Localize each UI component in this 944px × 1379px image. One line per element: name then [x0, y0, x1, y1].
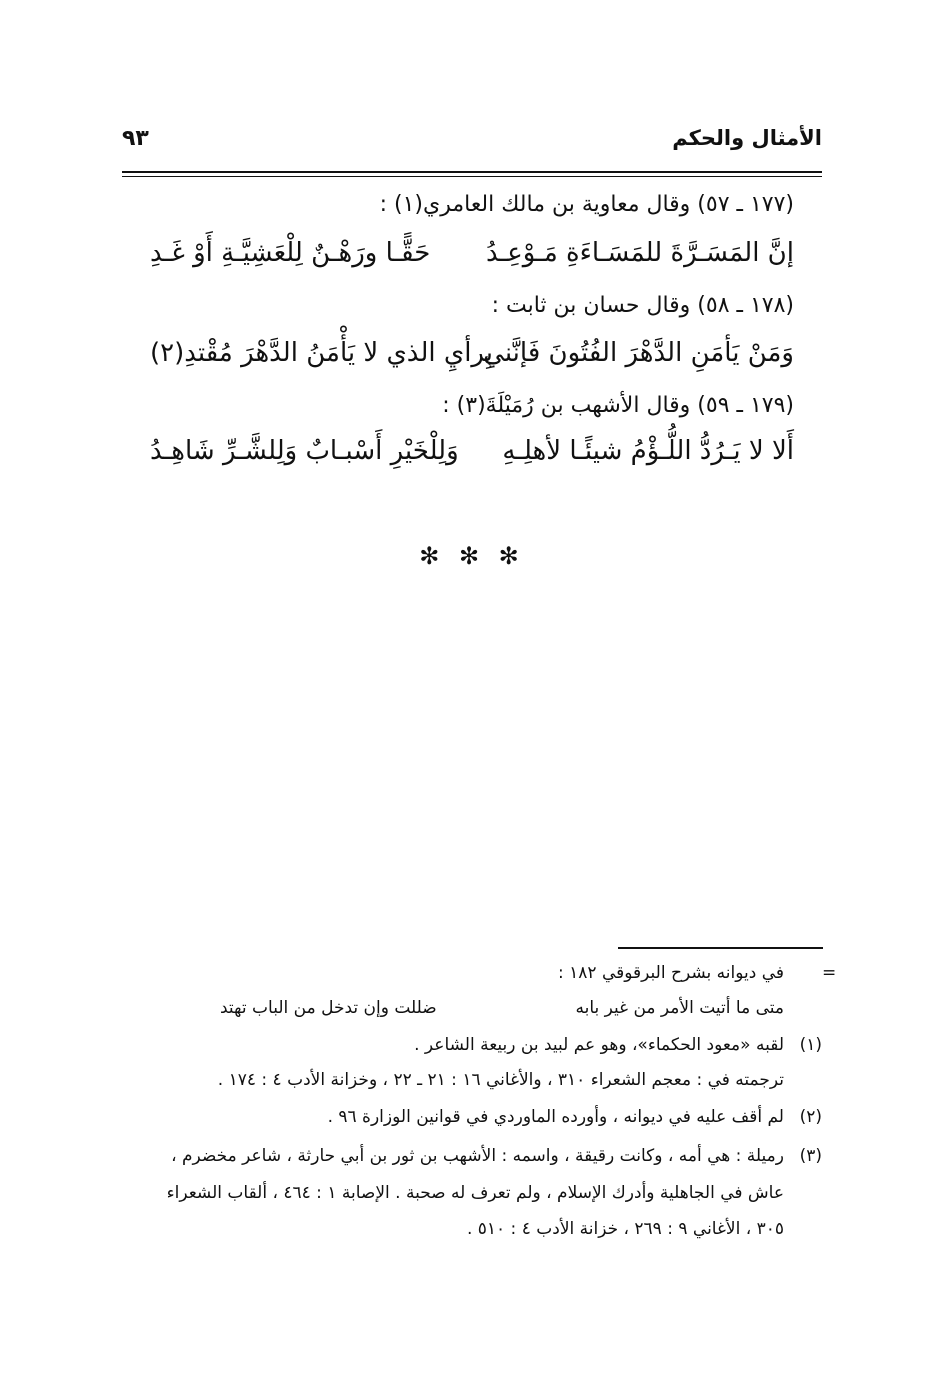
footnote-line: رميلة : هي أمه ، وكانت رقيقة ، واسمه : الأشهب بن ثور بن أبي حارثة ، شاعر مخضرم ، — [171, 1146, 784, 1166]
footnote-line: لقبه «معود الحكماء»، وهو عم لبيد بن ربيعة الشاعر . — [414, 1035, 784, 1055]
running-title: الأمثال والحكم — [672, 126, 822, 150]
footnote-line: ٣٠٥ ، الأغاني ٩ : ٢٦٩ ، خزانة الأدب ٤ : ٥١٠ . — [466, 1219, 784, 1239]
footnote-rule — [618, 947, 823, 949]
footnote-number: (٣) — [799, 1146, 822, 1166]
footnote-number: (٢) — [799, 1107, 822, 1127]
verse-hemistich-right: إنَّ المَسَـرَّةَ للمَسَـاءَةِ مَـوْعِـدُ — [486, 238, 794, 268]
footnote-number: (١) — [799, 1035, 822, 1055]
footnote-continuation-line: في ديوانه بشرح البرقوقي ١٨٢ : — [558, 963, 784, 983]
verse-hemistich-left: وَلِلْخَيْرِ أَسْبـابٌ وَلِلشَّـرِّ شَاهِـدُ — [150, 436, 459, 466]
header-rule — [122, 171, 822, 173]
verse-hemistich-right: وَمَنْ يَأمَنِ الدَّهْرَ الفُتُونَ فَإنَّني — [483, 338, 794, 368]
verse-hemistich-left: بِرأيِ الذي لا يَأْمَنُ الدَّهْرَ مُقْتدِ(٢) — [150, 338, 494, 368]
entry-intro: (١٧٨ ـ ٥٨) وقال حسان بن ثابت : — [491, 293, 794, 318]
footnote-verse-left: ضللت وإن تدخل من الباب تهتد — [220, 998, 437, 1018]
footnote-continuation-mark: = — [822, 963, 837, 983]
entry-intro: (١٧٩ ـ ٥٩) وقال الأشهب بن رُمَيْلَةَ(٣) : — [442, 393, 794, 418]
footnote-line: ترجمته في : معجم الشعراء ٣١٠ ، والأغاني ١٦ : ٢١ ـ ٢٢ ، وخزانة الأدب ٤ : ١٧٤ . — [217, 1070, 784, 1090]
section-separator: ✻ ✻ ✻ — [419, 542, 525, 570]
verse-hemistich-left: حَقًّـا ورَهْـنٌ لِلْعَشِيَّـةِ أَوْ غَـدِ — [150, 238, 431, 268]
header-rule-thin — [122, 176, 822, 177]
entry-intro: (١٧٧ ـ ٥٧) وقال معاوية بن مالك العامري(١) : — [379, 192, 794, 217]
footnote-line: لم أقف عليه في ديوانه ، وأورده الماوردي في قوانين الوزارة ٩٦ . — [327, 1107, 784, 1127]
footnote-verse-right: متى ما أتيت الأمر من غير بابه — [575, 998, 784, 1018]
verse-hemistich-right: أَلا لا يَـرُدُّ اللُّـؤْمُ شيئًـا لأهلِـهِ — [502, 436, 794, 466]
page-number: ٩٣ — [122, 126, 149, 151]
footnote-line: عاش في الجاهلية وأدرك الإسلام ، ولم تعرف له صحبة . الإصابة ١ : ٤٦٤ ، ألقاب الشعراء — [166, 1183, 784, 1203]
